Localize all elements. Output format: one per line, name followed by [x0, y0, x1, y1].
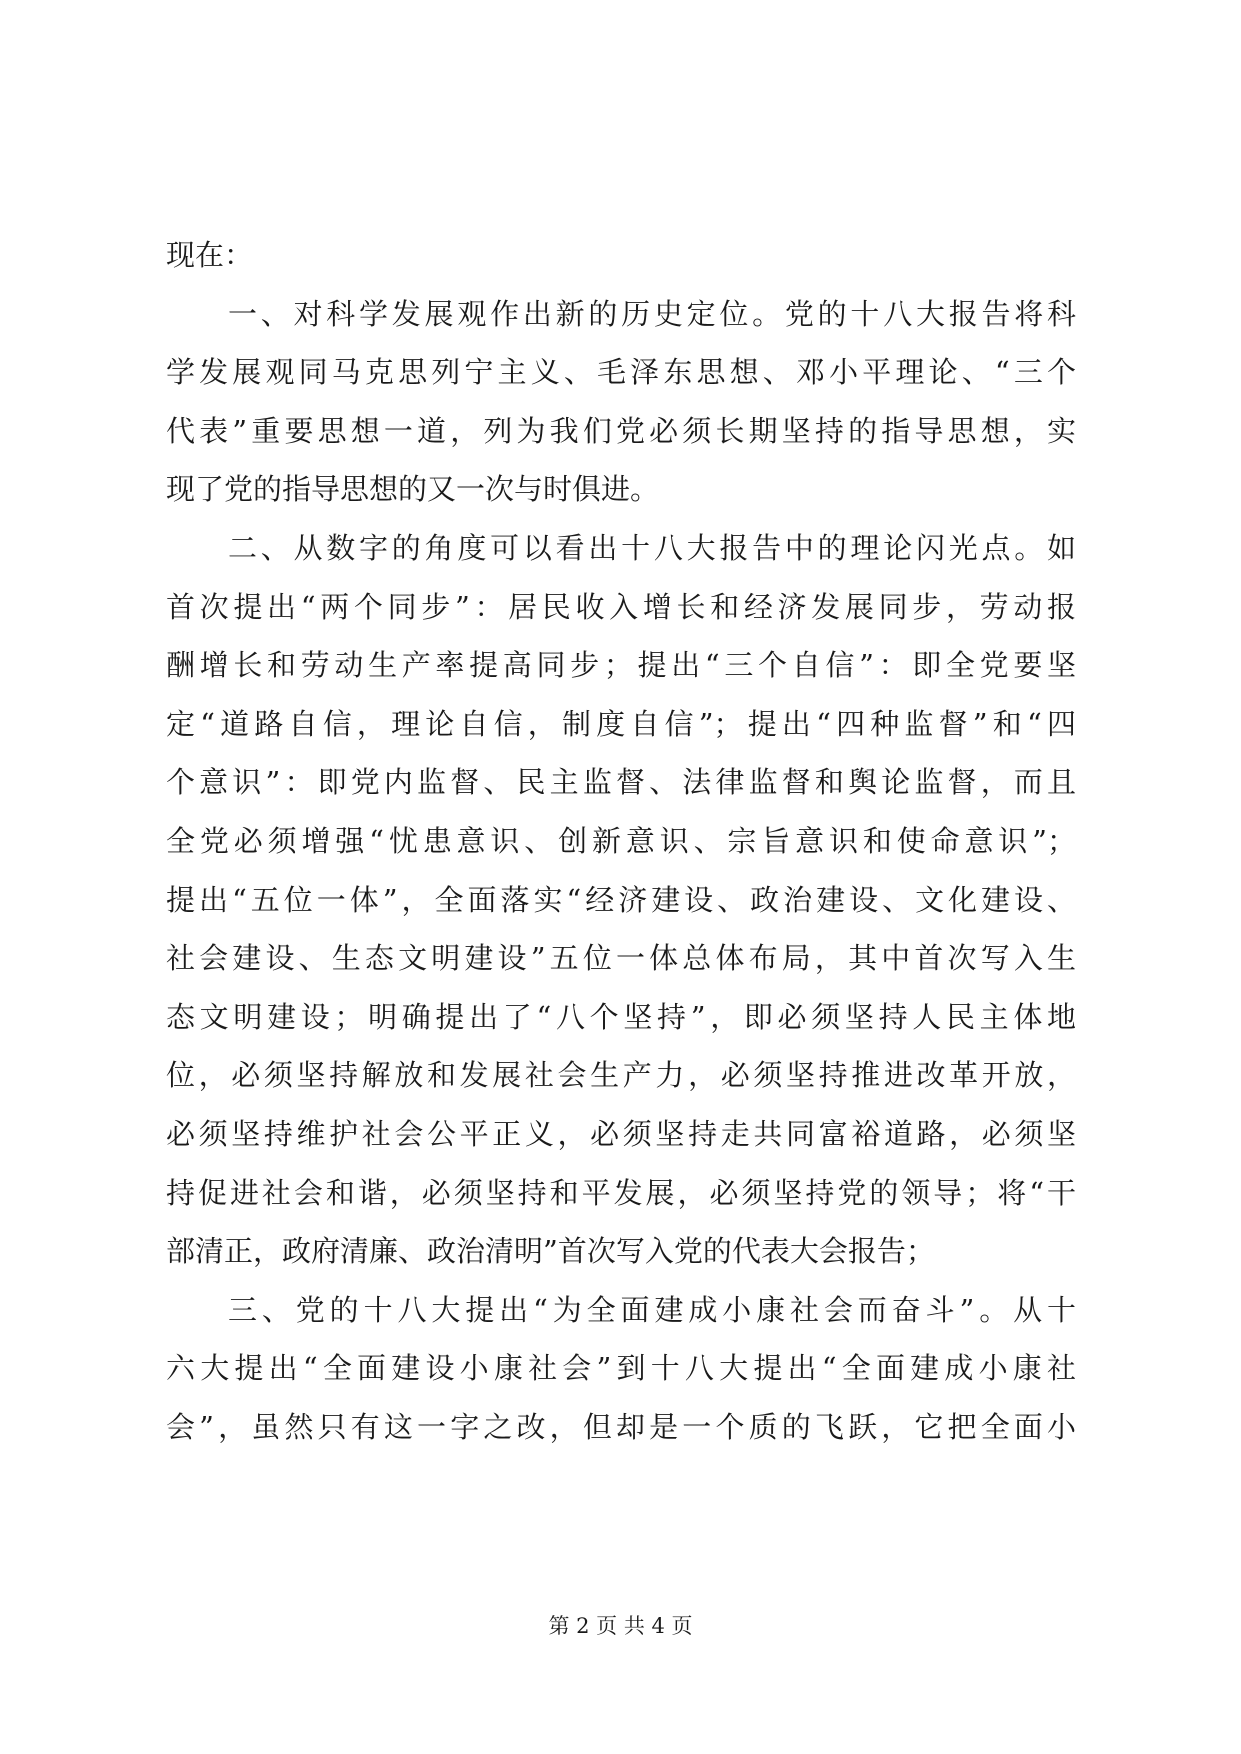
paragraph-2-line: 必须坚持维护社会公平正义，必须坚持走共同富裕道路，必须坚	[166, 1116, 1076, 1151]
paragraph-2-line: 定“道路自信，理论自信，制度自信”；提出“四种监督”和“四	[166, 706, 1076, 741]
paragraph-2-line: 社会建设、生态文明建设”五位一体总体布局，其中首次写入生	[166, 941, 1076, 976]
paragraph-2-line: 位，必须坚持解放和发展社会生产力，必须坚持推进改革开放，	[166, 1058, 1076, 1093]
paragraph-2-line: 酬增长和劳动生产率提高同步；提出“三个自信”：即全党要坚	[166, 648, 1076, 683]
paragraph-2-line: 个意识”：即党内监督、民主监督、法律监督和舆论监督，而且	[166, 765, 1076, 800]
paragraph-3-line: 会”，虽然只有这一字之改，但却是一个质的飞跃，它把全面小	[166, 1409, 1076, 1444]
body-text	[166, 226, 1076, 1456]
paragraph-1-line: 代表”重要思想一道，列为我们党必须长期坚持的指导思想，实	[166, 413, 1076, 448]
paragraph-2-line: 持促进社会和谐，必须坚持和平发展，必须坚持党的领导；将“干	[166, 1175, 1076, 1210]
paragraph-3-line: 三、党的十八大提出“为全面建成小康社会而奋斗”。从十	[228, 1292, 1076, 1327]
paragraph-1-line: 现了党的指导思想的又一次与时俱进。	[166, 472, 660, 507]
paragraph-2-line: 提出“五位一体”，全面落实“经济建设、政治建设、文化建设、	[166, 882, 1076, 917]
text-line: 现在：	[166, 238, 254, 272]
paragraph-2-line: 全党必须增强“忧患意识、创新意识、宗旨意识和使命意识”；	[166, 823, 1076, 858]
paragraph-1-line: 学发展观同马克思列宁主义、毛泽东思想、邓小平理论、“三个	[166, 355, 1076, 390]
paragraph-2-line: 二、从数字的角度可以看出十八大报告中的理论闪光点。如	[228, 530, 1076, 565]
paragraph-2-line: 首次提出“两个同步”：居民收入增长和经济发展同步，劳动报	[166, 589, 1076, 624]
paragraph-1-line: 一、对科学发展观作出新的历史定位。党的十八大报告将科	[228, 296, 1076, 331]
paragraph-2-line: 部清正，政府清廉、政治清明”首次写入党的代表大会报告；	[166, 1234, 935, 1269]
page-footer: 第 2 页 共 4 页	[548, 1614, 693, 1638]
paragraph-2-line: 态文明建设；明确提出了“八个坚持”，即必须坚持人民主体地	[166, 999, 1076, 1034]
paragraph-3-line: 六大提出“全面建设小康社会”到十八大提出“全面建成小康社	[166, 1351, 1076, 1386]
